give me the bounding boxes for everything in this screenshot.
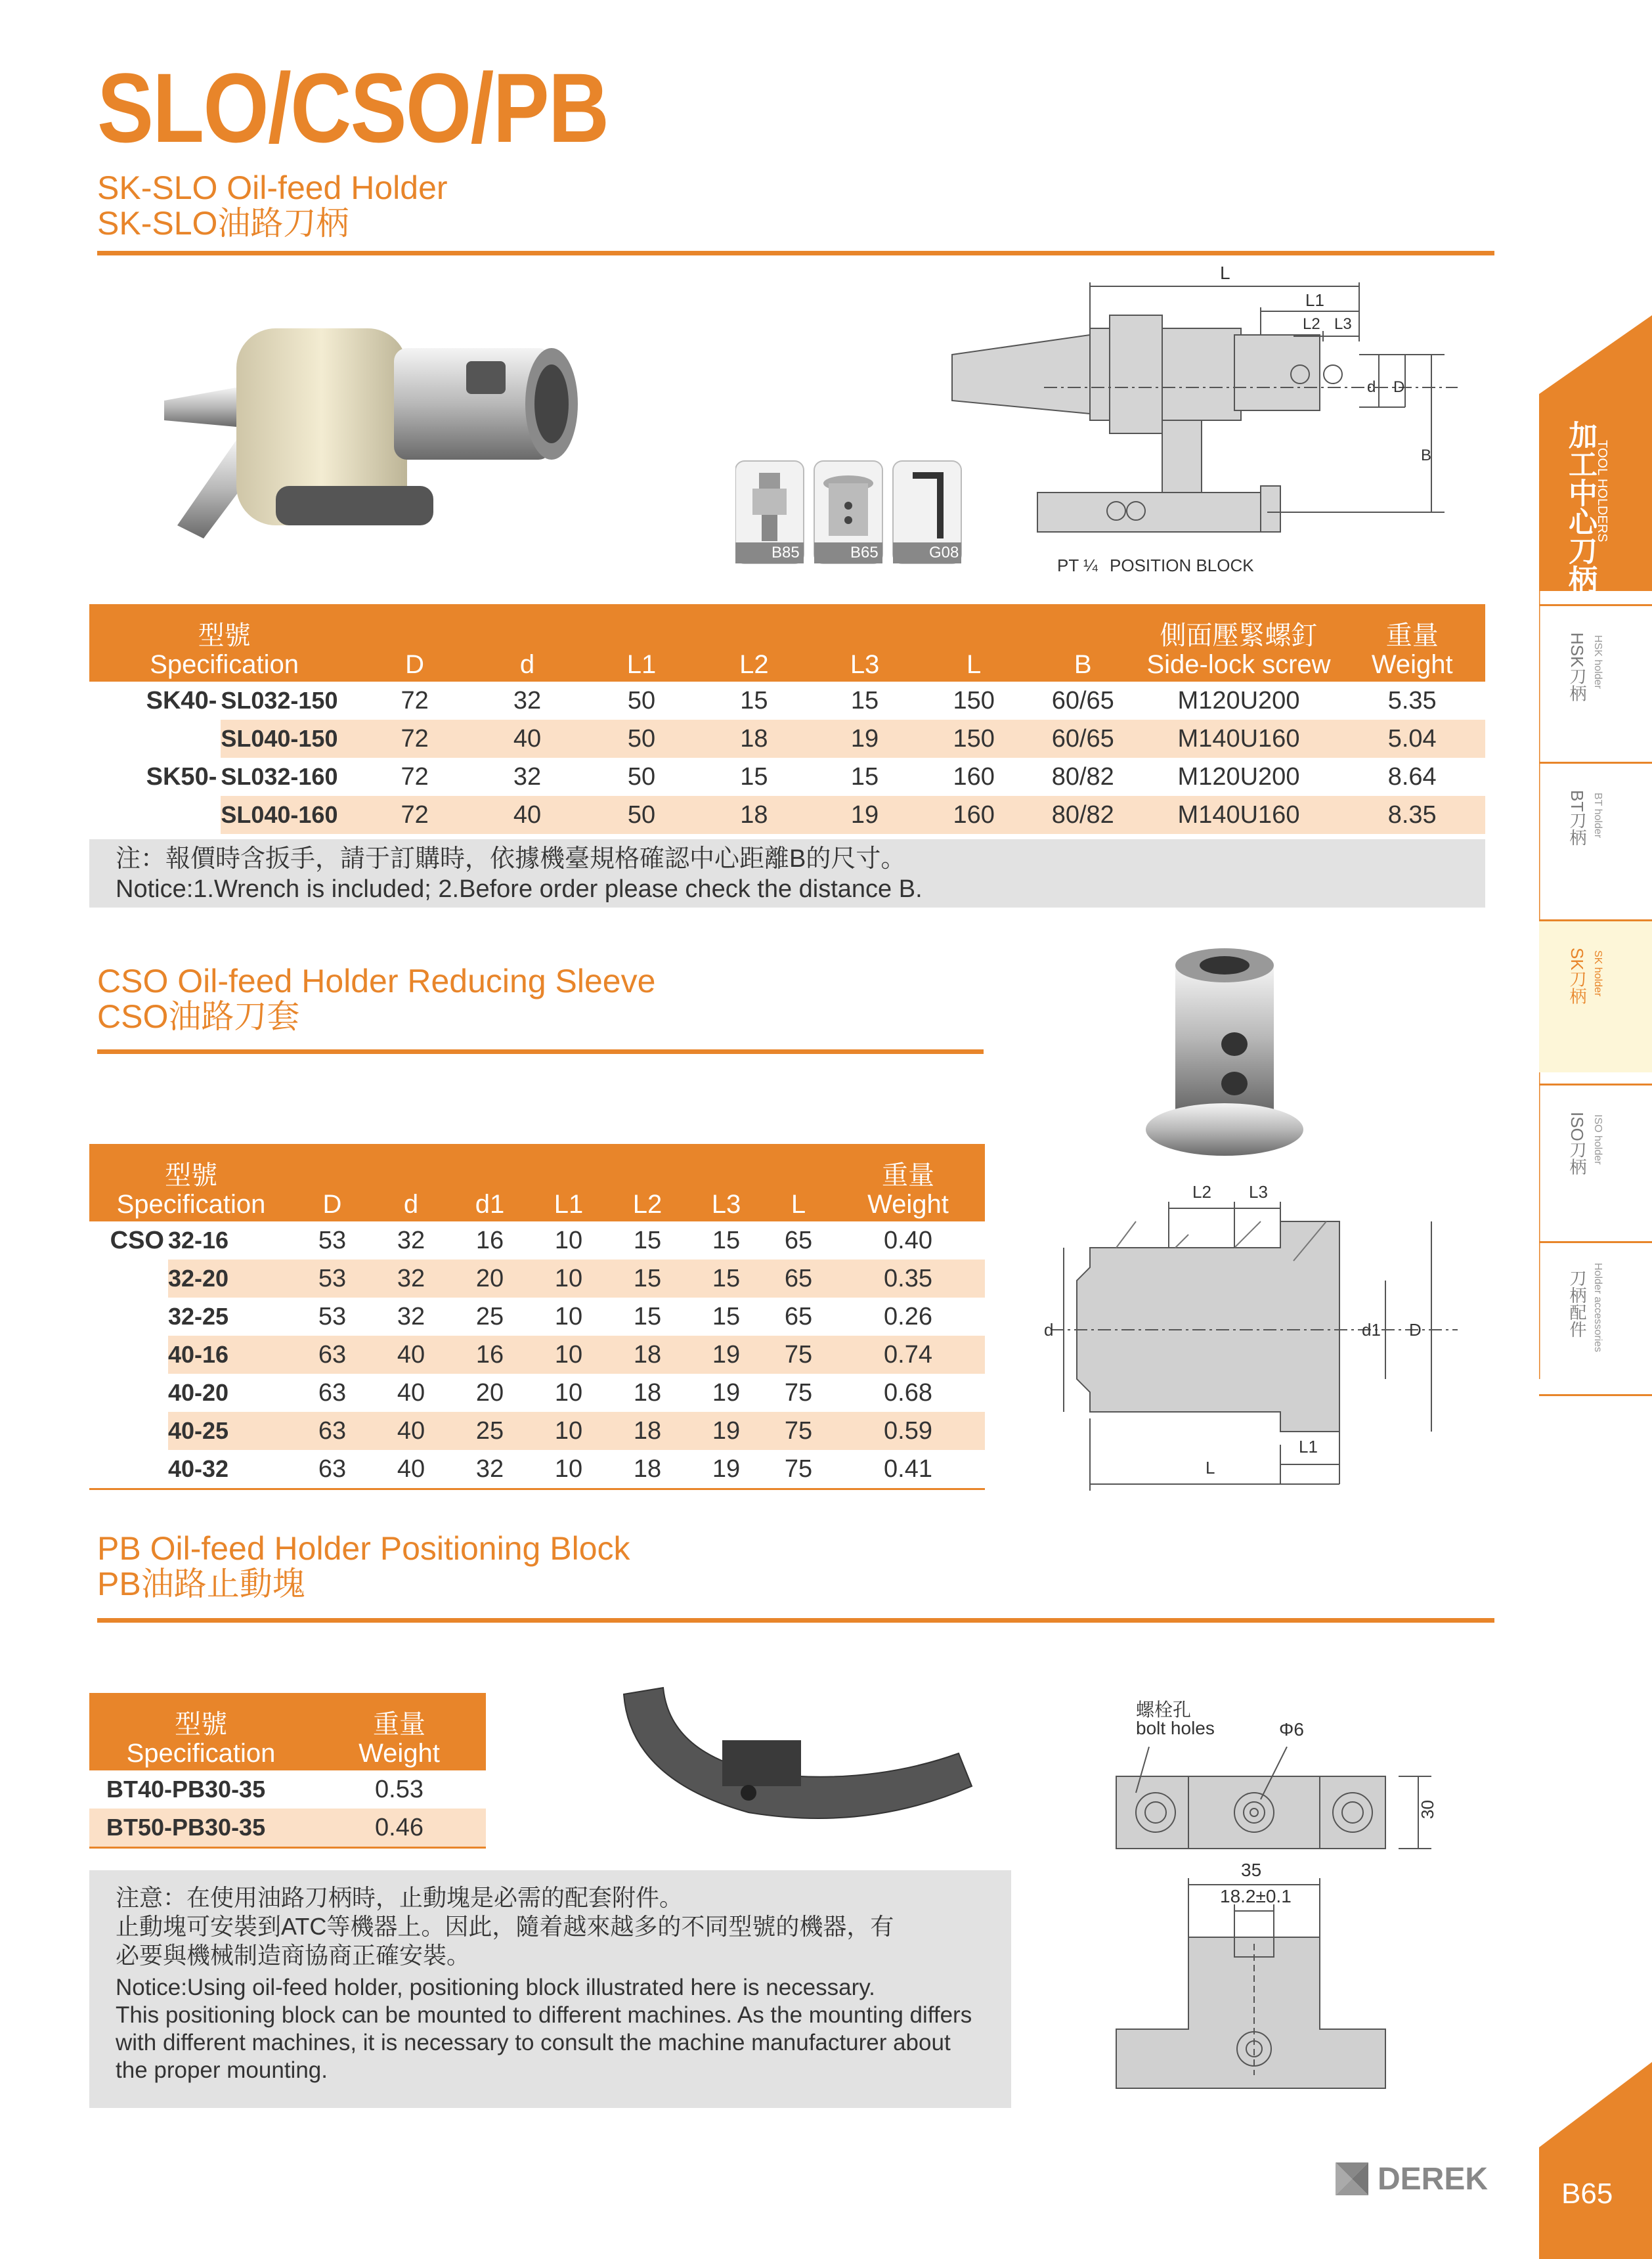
cell-L2: 15: [740, 762, 768, 791]
th-weight: [831, 1144, 985, 1221]
th-screw: [1139, 604, 1339, 682]
cell-L1: 50: [627, 762, 656, 791]
sidebar-item-label: HSK刀柄: [1567, 632, 1587, 702]
cell-D: 72: [359, 720, 470, 758]
page-title: SLO/CSO/PB: [97, 53, 609, 163]
model-cell: 40-32: [168, 1450, 293, 1489]
derek-logo-icon: [1336, 2162, 1368, 2195]
note1-zh: 注：報價時含扳手，請于訂購時，依據機臺規格確認中心距離B的尺寸。: [116, 845, 906, 873]
dim-L2: L2: [1303, 315, 1320, 333]
dim-35: 35: [1241, 1860, 1262, 1880]
model-cell: 32-16: [168, 1227, 229, 1254]
pt-label: PT ¼: [1057, 556, 1098, 575]
cell-L: 75: [766, 1412, 831, 1450]
dim-L1: L1: [1299, 1437, 1318, 1457]
section2-rule: [97, 1049, 984, 1054]
cell-d: 32: [513, 686, 542, 714]
cell-B: 80/82: [1051, 762, 1114, 791]
group-cell: [89, 1336, 168, 1374]
cell-weight: 0.53: [375, 1775, 424, 1803]
cell-weight: 0.40: [884, 1226, 932, 1254]
cell-weight: 0.68: [884, 1378, 932, 1407]
cell-weight: 0.41: [831, 1450, 985, 1489]
sidebar-item-sublabel: Holder accessories: [1592, 1263, 1603, 1353]
cell-L1: 50: [627, 686, 656, 714]
th-spec-zh: 型號: [198, 621, 251, 650]
cell-d: 40: [397, 1378, 425, 1407]
cell-L3: 15: [687, 1260, 766, 1298]
cell-L3: 19: [810, 796, 921, 834]
dim-phi6: Φ6: [1279, 1719, 1304, 1740]
group-cell: CSO: [110, 1226, 164, 1254]
cell-L: 75: [766, 1336, 831, 1374]
cell-L1: 50: [584, 796, 699, 834]
cell-D: 63: [293, 1450, 372, 1489]
cell-weight: 0.26: [884, 1302, 932, 1330]
note3-zh-1: 注意：在使用油路刀柄時，止動塊是必需的配套附件。: [116, 1884, 684, 1911]
sidebar-item-label: ISO刀柄: [1567, 1112, 1587, 1175]
model-cell: 40-20: [168, 1379, 229, 1406]
sidebar-item-sublabel: BT holder: [1592, 793, 1603, 839]
cell-L3: 15: [850, 686, 879, 714]
sidebar-active-zh: 加工中心刀柄: [1564, 420, 1596, 594]
dim-D: D: [1409, 1320, 1422, 1340]
group-cell: [89, 796, 221, 834]
th-spec: [89, 604, 359, 682]
cell-weight: 0.59: [831, 1412, 985, 1450]
th-spec-zh: 型號: [165, 1161, 217, 1190]
th-L2: L2: [699, 604, 810, 682]
th-screw-en: Side-lock screw: [1146, 650, 1331, 679]
cell-d: 32: [513, 762, 542, 791]
model-cell: BT40-PB30-35: [106, 1776, 266, 1803]
cell-L3: 15: [850, 762, 879, 791]
cell-d1: 20: [475, 1378, 504, 1407]
dim-d: d: [1367, 378, 1376, 396]
cell-L3: 19: [687, 1336, 766, 1374]
table-row: [89, 1298, 985, 1336]
cell-L1: 10: [554, 1302, 583, 1330]
section3-title-zh: PB油路止動塊: [97, 1566, 305, 1602]
cell-d: 40: [372, 1336, 450, 1374]
cell-L1: 10: [554, 1378, 583, 1407]
cell-L1: 10: [529, 1450, 608, 1489]
cell-L1: 10: [529, 1412, 608, 1450]
cell-L2: 18: [608, 1336, 687, 1374]
dim-L3: L3: [1249, 1182, 1268, 1202]
cell-L3: 19: [810, 720, 921, 758]
th-spec-en: Specification: [116, 1190, 266, 1219]
table-row: [89, 720, 1485, 758]
cell-d1: 25: [475, 1302, 504, 1330]
cell-L2: 18: [633, 1378, 662, 1407]
dim-18: 18.2±0.1: [1220, 1886, 1292, 1906]
cell-d1: 25: [450, 1412, 529, 1450]
cell-L3: 19: [687, 1450, 766, 1489]
sidebar-item-label: BT刀柄: [1567, 790, 1587, 846]
cell-L1: 10: [529, 1260, 608, 1298]
th-D: D: [293, 1144, 372, 1221]
th-weight-zh: 重量: [1385, 621, 1439, 650]
th-B: B: [1028, 604, 1139, 682]
cell-weight: 8.64: [1387, 762, 1437, 791]
dim-L: L: [1220, 263, 1230, 283]
group-cell: [89, 1374, 168, 1412]
cell-screw: M120U200: [1177, 686, 1300, 714]
note3-zh-2: 止動塊可安裝到ATC等機器上。因此，隨着越來越多的不同型號的機器，有: [116, 1913, 894, 1940]
cell-L: 75: [784, 1378, 813, 1407]
th-weight-en: Weight: [359, 1739, 440, 1768]
cell-d: 40: [470, 796, 584, 834]
cell-d1: 32: [450, 1450, 529, 1489]
model-cell: BT50-PB30-35: [89, 1809, 313, 1848]
group-cell: [89, 1412, 168, 1450]
pb-block-drawing: [1110, 1700, 1451, 2101]
model-cell: SL040-160: [221, 796, 359, 834]
dim-30: 30: [1417, 1800, 1437, 1819]
th-weight: [313, 1693, 486, 1770]
cell-B: 80/82: [1028, 796, 1139, 834]
model-cell: SL040-150: [221, 720, 359, 758]
table-row: [89, 1770, 486, 1809]
table-row: [89, 758, 1485, 796]
section3-note: [89, 1870, 1011, 2108]
dim-L: L: [1206, 1458, 1215, 1478]
cell-L2: 15: [633, 1302, 662, 1330]
bolt-holes-zh: 螺栓孔: [1136, 1700, 1192, 1720]
th-weight-zh: 重量: [882, 1161, 934, 1190]
th-L: L: [766, 1144, 831, 1221]
page-number: B65: [1561, 2178, 1613, 2210]
dim-L1: L1: [1305, 290, 1324, 310]
th-weight: [1339, 604, 1485, 682]
th-L1: L1: [529, 1144, 608, 1221]
cell-L3: 19: [687, 1412, 766, 1450]
cell-L: 150: [920, 720, 1027, 758]
cell-D: 72: [359, 796, 470, 834]
cell-B: 60/65: [1028, 720, 1139, 758]
sk-slo-holder-photo: [158, 289, 617, 552]
th-spec: [89, 1693, 313, 1770]
th-weight-zh: 重量: [373, 1710, 425, 1739]
cell-L: 160: [953, 762, 995, 791]
section1-title-en: SK-SLO Oil-feed Holder: [97, 169, 448, 206]
cell-D: 53: [293, 1260, 372, 1298]
group-cell: [89, 1260, 168, 1298]
cell-d1: 16: [475, 1226, 504, 1254]
accessory-label-2: B65: [850, 544, 879, 561]
sk-slo-drawing: [946, 263, 1458, 578]
th-screw-zh: 側面壓緊螺釘: [1160, 621, 1318, 650]
sidebar-active-en: TOOL HOLDERS: [1595, 440, 1609, 542]
accessory-label-3: G08: [929, 544, 959, 561]
section3-title-en: PB Oil-feed Holder Positioning Block: [97, 1530, 630, 1567]
cell-L: 65: [784, 1226, 813, 1254]
dim-L2: L2: [1192, 1182, 1211, 1202]
section1-note: [89, 839, 1485, 908]
th-L3: L3: [810, 604, 921, 682]
cell-L2: 15: [608, 1260, 687, 1298]
accessory-label-1: B85: [772, 544, 800, 561]
th-spec-zh: 型號: [175, 1710, 227, 1739]
section1-rule: [97, 251, 1494, 255]
table-row: [89, 1809, 486, 1848]
cell-L: 65: [766, 1260, 831, 1298]
sidebar-item-sublabel: HSK holder: [1592, 635, 1603, 689]
cell-B: 60/65: [1051, 686, 1114, 714]
cell-L: 75: [766, 1450, 831, 1489]
group-cell: SK50-: [146, 762, 217, 791]
sidebar-item-sublabel: SK holder: [1592, 950, 1603, 997]
group-cell: [89, 720, 221, 758]
cell-L: 150: [953, 686, 995, 714]
model-cell: SL032-160: [221, 763, 338, 790]
group-cell: SK40-: [146, 686, 217, 714]
cell-L: 160: [920, 796, 1027, 834]
group-cell: [89, 1298, 168, 1336]
th-spec-en: Specification: [126, 1739, 276, 1768]
cell-L3: 15: [712, 1226, 741, 1254]
cell-d: 40: [372, 1450, 450, 1489]
th-L3: L3: [687, 1144, 766, 1221]
cell-d: 40: [470, 720, 584, 758]
cell-D: 63: [293, 1412, 372, 1450]
table-row: [89, 1412, 985, 1450]
cell-L3: 15: [712, 1302, 741, 1330]
cell-L2: 15: [740, 686, 768, 714]
note3-en-1: Notice:Using oil-feed holder, positioning block illustrated here is necessary.: [116, 1975, 875, 2000]
cell-D: 63: [293, 1336, 372, 1374]
cell-weight: 0.35: [831, 1260, 985, 1298]
cell-d: 32: [397, 1226, 425, 1254]
sidebar: [1539, 315, 1652, 2259]
th-spec: [89, 1144, 293, 1221]
cell-L2: 18: [608, 1450, 687, 1489]
brand-logo: [1336, 2160, 1488, 2197]
cell-weight: 5.35: [1387, 686, 1437, 714]
sidebar-item-sk[interactable]: [1539, 919, 1652, 1072]
th-d: d: [372, 1144, 450, 1221]
table-row: [89, 1260, 985, 1298]
th-d: d: [470, 604, 584, 682]
cell-D: 72: [401, 686, 429, 714]
th-L1: L1: [584, 604, 699, 682]
table-row: [89, 796, 1485, 834]
table-row: [89, 1221, 985, 1260]
sidebar-item-label: 刀柄配件: [1567, 1269, 1587, 1338]
cell-L: 65: [784, 1302, 813, 1330]
note3-en-4: the proper mounting.: [116, 2057, 328, 2083]
sidebar-item-bt[interactable]: [1539, 762, 1652, 908]
sidebar-item-hsk[interactable]: [1539, 604, 1652, 751]
sidebar-item-iso[interactable]: [1539, 1084, 1652, 1230]
cell-D: 53: [318, 1302, 347, 1330]
th-L: L: [920, 604, 1027, 682]
cell-d: 32: [372, 1260, 450, 1298]
cso-sleeve-photo: [1142, 939, 1326, 1175]
cso-spec-table: [89, 1144, 985, 1490]
pb-block-photo: [617, 1681, 985, 1845]
brand-name: DEREK: [1378, 2161, 1489, 2197]
section2-title-zh: CSO油路刀套: [97, 998, 300, 1035]
table-row: [89, 1450, 985, 1489]
model-cell: 32-20: [168, 1260, 293, 1298]
group-cell: [89, 1450, 168, 1489]
sidebar-item-accessories[interactable]: [1539, 1241, 1652, 1396]
note1-en: Notice:1.Wrench is included; 2.Before order please check the distance B.: [116, 875, 923, 903]
cell-L2: 15: [633, 1226, 662, 1254]
cell-weight: 0.74: [831, 1336, 985, 1374]
cell-L1: 10: [554, 1226, 583, 1254]
th-spec-en: Specification: [150, 650, 299, 679]
cell-weight: 8.35: [1339, 796, 1485, 834]
model-cell: 40-16: [168, 1336, 293, 1374]
table-row: [89, 682, 1485, 720]
cell-screw: M140U160: [1139, 720, 1339, 758]
cell-L3: 19: [712, 1378, 741, 1407]
cso-sleeve-drawing: [1037, 1182, 1458, 1497]
table-row: [89, 1336, 985, 1374]
table-row: [89, 1374, 985, 1412]
th-D: D: [359, 604, 470, 682]
dim-D: D: [1393, 378, 1405, 396]
cell-weight: 0.46: [313, 1809, 486, 1848]
sidebar-item-sublabel: ISO holder: [1592, 1114, 1603, 1165]
dim-d1: d1: [1362, 1320, 1381, 1340]
cell-D: 63: [318, 1378, 347, 1407]
pb-spec-table: [89, 1693, 486, 1849]
th-L2: L2: [608, 1144, 687, 1221]
note3-en-2: This positioning block can be mounted to different machines. As the mounting differs: [116, 2002, 972, 2028]
section2-title-en: CSO Oil-feed Holder Reducing Sleeve: [97, 963, 656, 999]
cell-d1: 16: [450, 1336, 529, 1374]
cell-D: 53: [318, 1226, 347, 1254]
th-weight-en: Weight: [867, 1190, 949, 1219]
model-cell: 40-25: [168, 1412, 293, 1450]
dim-d: d: [1044, 1320, 1054, 1340]
dim-L3: L3: [1334, 315, 1352, 333]
cell-screw: M140U160: [1139, 796, 1339, 834]
th-weight-en: Weight: [1371, 650, 1453, 679]
cell-D: 72: [401, 762, 429, 791]
cell-d: 32: [397, 1302, 425, 1330]
cell-L1: 50: [584, 720, 699, 758]
cell-d1: 20: [450, 1260, 529, 1298]
bolt-holes-en: bolt holes: [1136, 1718, 1215, 1738]
sidebar-item-label: SK刀柄: [1567, 948, 1587, 1005]
cell-screw: M120U200: [1177, 762, 1300, 791]
cell-L2: 18: [699, 720, 810, 758]
dim-B: B: [1421, 447, 1432, 464]
note3-en-3: with different machines, it is necessary to consult the machine manufacturer about: [116, 2030, 951, 2055]
section3-rule: [97, 1618, 1494, 1623]
th-d1: d1: [450, 1144, 529, 1221]
section1-title-zh: SK-SLO油路刀柄: [97, 205, 349, 242]
cell-L2: 18: [699, 796, 810, 834]
cell-weight: 5.04: [1339, 720, 1485, 758]
note3-zh-3: 必要與機械制造商協商正確安裝。: [116, 1942, 471, 1969]
model-cell: 32-25: [168, 1303, 229, 1330]
cell-d: 40: [372, 1412, 450, 1450]
position-block-label: POSITION BLOCK: [1110, 556, 1254, 575]
cell-L2: 18: [608, 1412, 687, 1450]
model-cell: SL032-150: [221, 687, 338, 714]
sk-slo-spec-table: [89, 604, 1485, 834]
cell-L1: 10: [529, 1336, 608, 1374]
